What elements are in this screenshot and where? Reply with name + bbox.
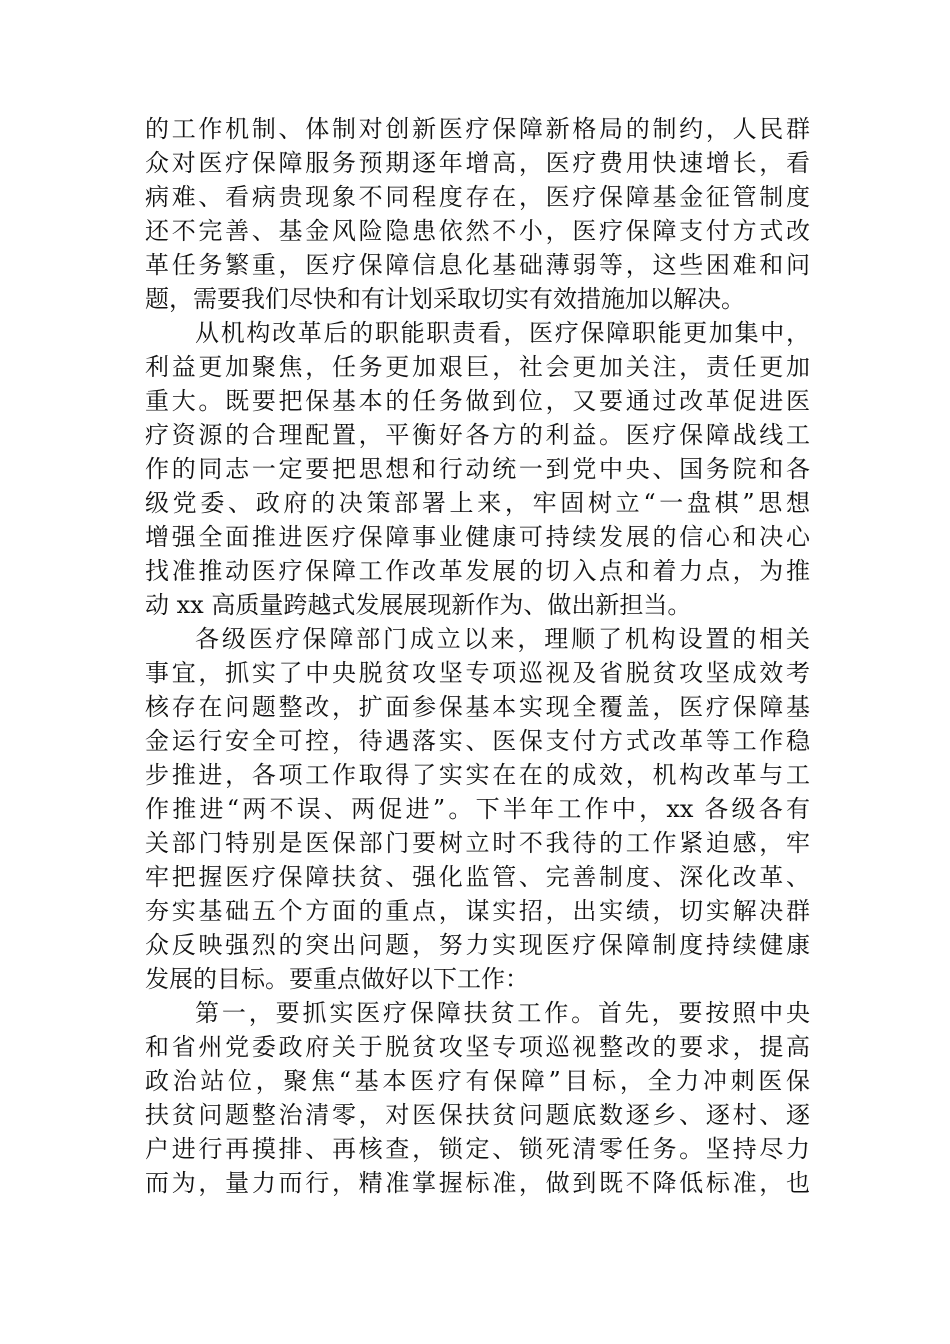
text-line: 户进行再摸排、再核查，锁定、锁死清零任务。坚持尽力 — [145, 1135, 810, 1163]
text-line: 众反映强烈的突出问题，努力实现医疗保障制度持续健康 — [145, 931, 810, 959]
paragraph-3 — [145, 622, 810, 996]
text-line: 事宜，抓实了中央脱贫攻坚专项巡视及省脱贫攻坚成效考 — [145, 659, 810, 687]
text-line: 疗资源的合理配置，平衡好各方的利益。医疗保障战线工 — [145, 421, 810, 449]
text-line: 而为，量力而行，精准掌握标准，做到既不降低标准，也 — [145, 1169, 810, 1197]
text-line: 扶贫问题整治清零，对医保扶贫问题底数逐乡、逐村、逐 — [145, 1101, 810, 1129]
text-line: 重大。既要把保基本的任务做到位，又要通过改革促进医 — [145, 387, 810, 415]
text-line: 从机构改革后的职能职责看，医疗保障职能更加集中， — [195, 319, 810, 347]
paragraph-4 — [145, 996, 810, 1200]
paragraph-2 — [145, 316, 810, 622]
text-line: 核存在问题整改，扩面参保基本实现全覆盖，医疗保障基 — [145, 693, 810, 721]
text-line: 发展的目标。要重点做好以下工作： — [145, 965, 529, 993]
text-line: 利益更加聚焦，任务更加艰巨，社会更加关注，责任更加 — [145, 353, 810, 381]
text-line: 和省州党委政府关于脱贫攻坚专项巡视整改的要求，提高 — [145, 1033, 810, 1061]
text-line: 金运行安全可控，待遇落实、医保支付方式改革等工作稳 — [145, 727, 810, 755]
text-line: 作推进“两不误、两促进”。下半年工作中，xx 各级各有 — [145, 795, 810, 823]
text-line: 找准推动医疗保障工作改革发展的切入点和着力点，为推 — [145, 557, 810, 585]
text-line: 级党委、政府的决策部署上来，牢固树立“一盘棋”思想 — [145, 489, 810, 517]
text-line: 政治站位，聚焦“基本医疗有保障”目标，全力冲刺医保 — [145, 1067, 810, 1095]
paragraph-1 — [145, 112, 810, 316]
text-line: 牢把握医疗保障扶贫、强化监管、完善制度、深化改革、 — [145, 863, 810, 891]
document-page — [145, 112, 810, 1200]
text-line: 作的同志一定要把思想和行动统一到党中央、国务院和各 — [145, 455, 810, 483]
text-line: 病难、看病贵现象不同程度存在，医疗保障基金征管制度 — [145, 183, 810, 211]
text-line: 第一，要抓实医疗保障扶贫工作。首先，要按照中央 — [195, 999, 810, 1027]
text-line: 革任务繁重，医疗保障信息化基础薄弱等，这些困难和问 — [145, 251, 810, 279]
text-line: 还不完善、基金风险隐患依然不小，医疗保障支付方式改 — [145, 217, 810, 245]
text-line: 步推进，各项工作取得了实实在在的成效，机构改革与工 — [145, 761, 810, 789]
text-line: 各级医疗保障部门成立以来，理顺了机构设置的相关 — [195, 625, 810, 653]
text-line: 动 xx 高质量跨越式发展展现新作为、做出新担当。 — [145, 591, 692, 619]
text-line: 题，需要我们尽快和有计划采取切实有效措施加以解决。 — [145, 285, 745, 313]
text-line: 关部门特别是医保部门要树立时不我待的工作紧迫感，牢 — [145, 829, 810, 857]
text-line: 夯实基础五个方面的重点，谋实招，出实绩，切实解决群 — [145, 897, 810, 925]
text-line: 众对医疗保障服务预期逐年增高，医疗费用快速增长，看 — [145, 149, 810, 177]
text-line: 增强全面推进医疗保障事业健康可持续发展的信心和决心 — [145, 523, 810, 551]
text-line: 的工作机制、体制对创新医疗保障新格局的制约，人民群 — [145, 115, 810, 143]
